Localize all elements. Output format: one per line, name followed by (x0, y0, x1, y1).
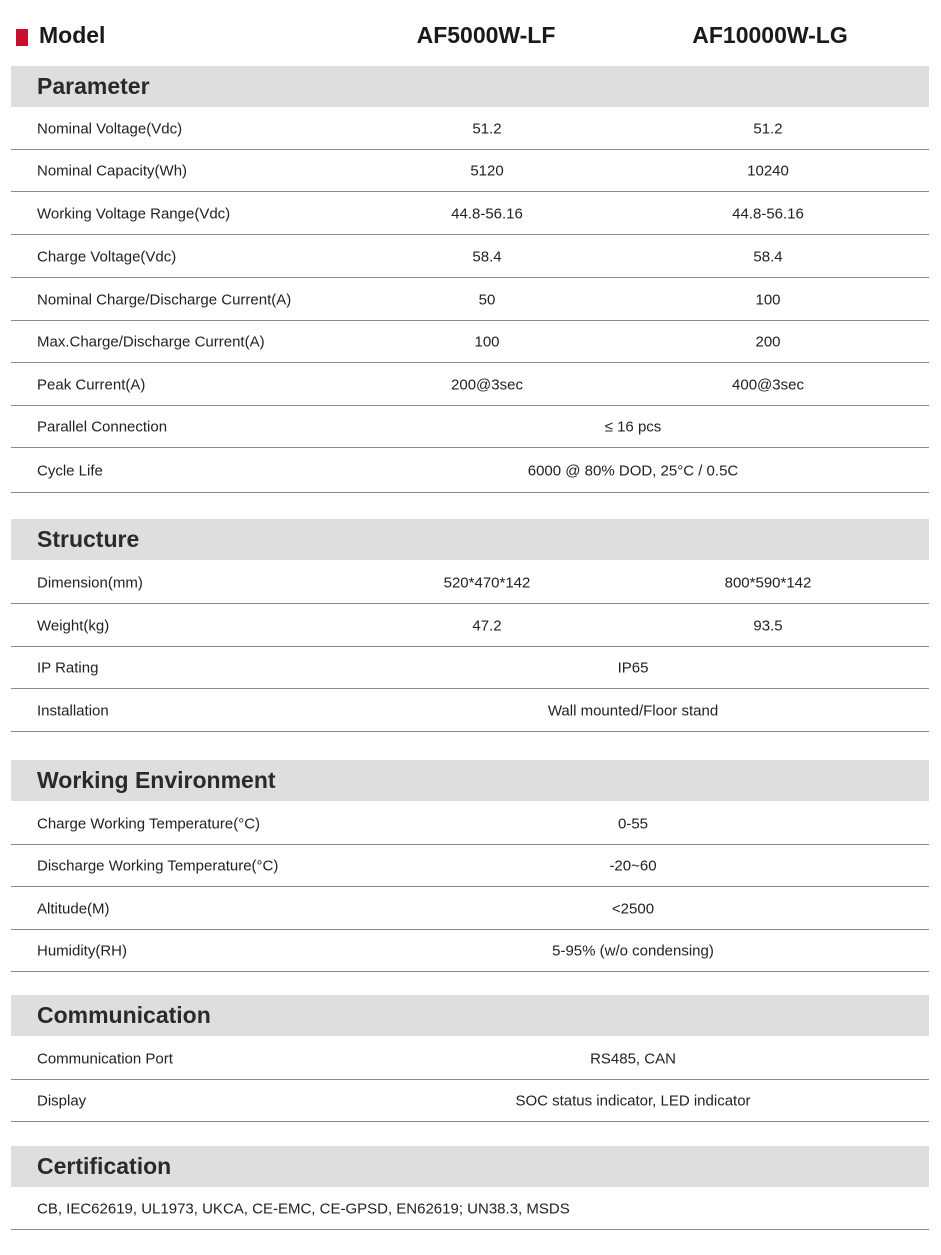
row-value-1: 520*470*142 (443, 574, 531, 592)
section-title: Certification (37, 1153, 172, 1179)
model-col-1: AF5000W-LF (416, 22, 556, 48)
section-title: Parameter (37, 73, 150, 99)
row-label: Dimension(mm) (37, 574, 143, 592)
table-row (11, 888, 929, 930)
row-value-2: 200 (755, 333, 781, 351)
table-row (11, 930, 929, 972)
row-divider (11, 362, 929, 363)
certification-row (11, 1188, 929, 1230)
row-label: Parallel Connection (37, 418, 168, 436)
section-title: Working Environment (37, 767, 276, 793)
row-divider (11, 492, 929, 493)
row-divider (11, 191, 929, 192)
table-row (11, 449, 929, 493)
row-value-1: 58.4 (472, 248, 502, 266)
model-marker-icon (16, 29, 28, 46)
row-value-1: 200@3sec (451, 376, 523, 394)
row-label: Altitude(M) (37, 900, 110, 918)
section-title: Structure (37, 526, 140, 552)
table-row (11, 321, 929, 363)
row-label: Nominal Voltage(Vdc) (37, 120, 183, 138)
table-row (11, 690, 929, 732)
row-label: Peak Current(A) (37, 376, 146, 394)
row-value-merged: Wall mounted/Floor stand (547, 702, 719, 720)
row-divider (11, 731, 929, 732)
row-label: Discharge Working Temperature(°C) (37, 857, 279, 875)
row-value-2: 93.5 (753, 617, 783, 635)
row-value-1: 100 (474, 333, 500, 351)
row-value-1: 50 (478, 291, 496, 309)
section-title: Communication (37, 1002, 211, 1028)
certification-text: CB, IEC62619, UL1973, UKCA, CE-EMC, CE-GPSD, EN62619; UN38.3, MSDS (37, 1200, 570, 1218)
row-label: Display (37, 1092, 87, 1110)
row-label: Weight(kg) (37, 617, 110, 635)
row-label: Cycle Life (37, 462, 103, 480)
row-value-1: 5120 (470, 162, 504, 180)
section-header-parameter (11, 66, 929, 107)
row-divider (11, 1121, 929, 1122)
table-row (11, 236, 929, 278)
row-divider (11, 971, 929, 972)
table-row (11, 108, 929, 150)
row-value-merged: ≤ 16 pcs (604, 418, 662, 436)
table-row (11, 845, 929, 887)
row-value-merged: 0-55 (617, 815, 649, 833)
row-value-2: 400@3sec (732, 376, 804, 394)
table-row (11, 1080, 929, 1122)
row-label: Charge Voltage(Vdc) (37, 248, 177, 266)
section-header-communication (11, 995, 929, 1036)
section-header-certification (11, 1146, 929, 1187)
row-label: Nominal Charge/Discharge Current(A) (37, 291, 292, 309)
row-value-merged: -20~60 (609, 857, 657, 875)
row-label: Installation (37, 702, 109, 720)
row-divider (11, 603, 929, 604)
section-header-structure (11, 519, 929, 560)
row-value-merged: 5-95% (w/o condensing) (552, 942, 714, 960)
row-label: IP Rating (37, 659, 99, 677)
row-divider (11, 886, 929, 887)
row-value-merged: <2500 (611, 900, 655, 918)
model-col-2: AF10000W-LG (692, 22, 848, 48)
row-value-2: 58.4 (753, 248, 783, 266)
row-value-2: 800*590*142 (724, 574, 812, 592)
row-value-2: 44.8-56.16 (732, 205, 804, 223)
table-row (11, 1038, 929, 1080)
row-value-2: 10240 (747, 162, 789, 180)
row-value-merged: SOC status indicator, LED indicator (515, 1092, 751, 1110)
row-label: Working Voltage Range(Vdc) (37, 205, 231, 223)
row-value-1: 51.2 (472, 120, 502, 138)
row-label: Communication Port (37, 1050, 173, 1068)
row-label: Charge Working Temperature(°C) (37, 815, 261, 833)
table-row (11, 406, 929, 448)
row-label: Max.Charge/Discharge Current(A) (37, 333, 265, 351)
row-value-1: 47.2 (472, 617, 502, 635)
row-label: Nominal Capacity(Wh) (37, 162, 188, 180)
row-divider (11, 277, 929, 278)
row-value-merged: RS485, CAN (590, 1050, 676, 1068)
table-row (11, 647, 929, 689)
table-row (11, 364, 929, 406)
row-value-1: 44.8-56.16 (451, 205, 523, 223)
row-divider (11, 1229, 929, 1230)
table-row (11, 803, 929, 845)
row-value-2: 51.2 (753, 120, 783, 138)
row-value-2: 100 (755, 291, 781, 309)
table-row (11, 562, 929, 604)
row-divider (11, 234, 929, 235)
table-row (11, 150, 929, 192)
model-label: Model (39, 22, 106, 48)
row-divider (11, 688, 929, 689)
table-row (11, 605, 929, 647)
table-row (11, 193, 929, 235)
table-row (11, 279, 929, 321)
row-value-merged: 6000 @ 80% DOD, 25°C / 0.5C (527, 462, 739, 480)
row-label: Humidity(RH) (37, 942, 127, 960)
row-value-merged: IP65 (617, 659, 649, 677)
section-header-environment (11, 760, 929, 801)
row-divider (11, 447, 929, 448)
